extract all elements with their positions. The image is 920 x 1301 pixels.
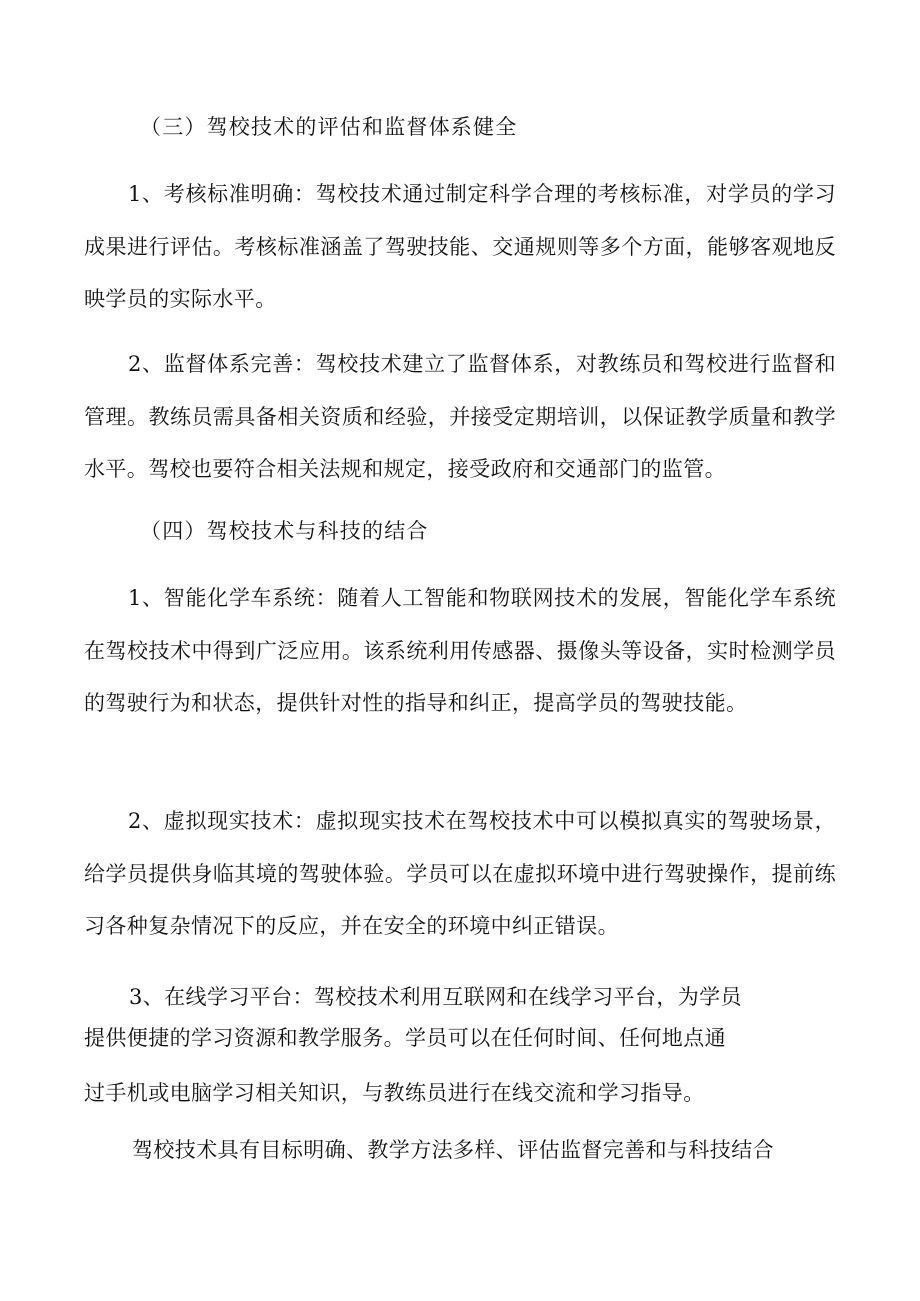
paragraph-smart-training-system: 1、智能化学车系统：随着人工智能和物联网技术的发展，智能化学车系统在驾校技术中得到广泛应用。该系统利用传感器、摄像头等设备，实时检测学员的驾驶行为和状态，提供针对性的指导和纠正，提高学员的驾驶技能。	[84, 586, 836, 715]
paragraph-virtual-reality: 2、虚拟现实技术：虚拟现实技术在驾校技术中可以模拟真实的驾驶场景，给学员提供身临其境的驾驶体验。学员可以在虚拟环境中进行驾驶操作，提前练习各种复杂情况下的反应，并在安全的环境中纠正错误。	[84, 809, 836, 938]
section-heading-4: （四）驾校技术与科技的结合	[140, 519, 429, 543]
paragraph-online-platform-line-1: 3、在线学习平台：驾校技术利用互联网和在线学习平台，为学员	[129, 985, 742, 1009]
paragraph-supervision-system: 2、监督体系完善：驾校技术建立了监督体系，对教练员和驾校进行监督和管理。教练员需具备相关资质和经验，并接受定期培训，以保证教学质量和教学水平。驾校也要符合相关法规和规定，接受政府和交通部门的监管。	[84, 352, 836, 481]
closing-paragraph: 驾校技术具有目标明确、教学方法多样、评估监督完善和与科技结合	[132, 1138, 774, 1162]
paragraph-assessment-standards: 1、考核标准明确：驾校技术通过制定科学合理的考核标准，对学员的学习成果进行评估。考核标准涵盖了驾驶技能、交通规则等多个方面，能够客观地反映学员的实际水平。	[84, 182, 836, 311]
paragraph-online-platform-line-3: 过手机或电脑学习相关知识，与教练员进行在线交流和学习指导。	[84, 1081, 705, 1105]
section-heading-3: （三）驾校技术的评估和监督体系健全	[140, 115, 518, 139]
paragraph-online-platform-line-2: 提供便捷的学习资源和教学服务。学员可以在任何时间、任何地点通	[84, 1026, 726, 1050]
